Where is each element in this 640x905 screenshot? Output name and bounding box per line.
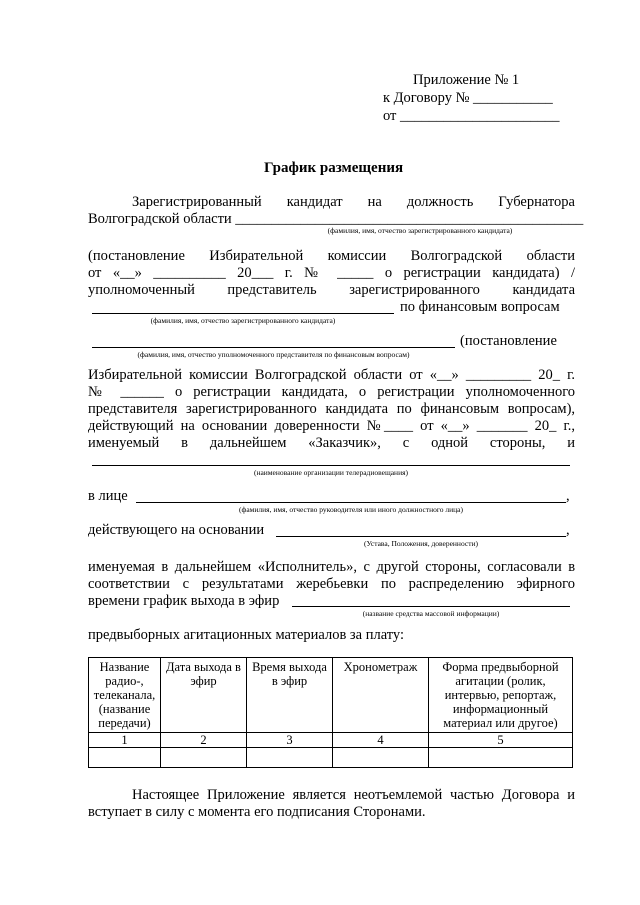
p6-line1 (88, 559, 575, 576)
word: от (88, 265, 102, 281)
word: регистрации (377, 384, 455, 400)
word: вопросам), (507, 401, 576, 417)
table-header-row (89, 658, 573, 733)
p2-line4-tail: по финансовым вопросам (400, 299, 560, 315)
word: доверенности (274, 418, 360, 434)
word: Волгоградской (410, 248, 503, 264)
word: Избирательной (88, 367, 183, 383)
word: Губернатора (498, 194, 575, 210)
word: кандидата (325, 401, 389, 417)
word: с (182, 576, 190, 592)
word: результатами (201, 576, 284, 592)
authorized-representative-line (92, 347, 455, 348)
word: комиссии (327, 248, 387, 264)
schedule-table (88, 657, 573, 768)
word: именуемый (88, 435, 160, 451)
word: на (180, 418, 195, 434)
col-number: 3 (247, 733, 333, 748)
word: Избирательной (209, 248, 304, 264)
word: другой (376, 559, 419, 575)
table-cell (333, 748, 429, 768)
p4-prefix: в лице (88, 488, 128, 504)
word: о (174, 384, 183, 400)
table-row (89, 748, 573, 768)
word: с (363, 559, 370, 575)
word: от (409, 367, 423, 383)
p3-line5 (88, 418, 575, 435)
word: уполномоченного (465, 384, 576, 400)
closing-line1 (132, 787, 575, 804)
table-cell (429, 748, 573, 768)
word: о (358, 384, 367, 400)
col-number: 1 (89, 733, 161, 748)
word: на (367, 194, 382, 210)
word: 20_ (538, 367, 560, 383)
document-title: График размещения (264, 160, 404, 176)
word: неотъемлемой (353, 787, 443, 803)
word: эфирного (516, 576, 575, 592)
word: соответствии (88, 576, 170, 592)
basis-document-line (276, 536, 566, 537)
word: ______ (120, 384, 164, 400)
word: г., (563, 418, 576, 434)
word: 20___ (237, 265, 274, 281)
word: «Заказчик», (308, 435, 381, 451)
p1-line1 (132, 194, 575, 211)
p3-caption2: (наименование организации телерадиовещания) (253, 468, 409, 477)
candidate-region-line: Волгоградской области ________________________________________________ (88, 211, 584, 227)
p4-suffix: , (566, 488, 570, 504)
word: кандидат (286, 194, 343, 210)
word: области (353, 367, 403, 383)
p1-caption: (фамилия, имя, отчество зарегистрированного кандидата) (327, 226, 513, 235)
col-number: 4 (333, 733, 429, 748)
word: в (161, 559, 169, 575)
p3-line1-tail: (постановление (460, 333, 557, 349)
word: дальнейшем (209, 435, 287, 451)
media-name-line (292, 606, 570, 607)
word: согласовали (487, 559, 562, 575)
p6-line4: предвыборных агитационных материалов за плату: (88, 627, 404, 643)
word: дальнейшем (174, 559, 252, 575)
word: и (567, 787, 576, 803)
col-header-time: Время выхода в эфир (247, 658, 333, 733)
word: 20_ (534, 418, 557, 434)
word: «Исполнитель», (257, 559, 357, 575)
p5-prefix: действующего на основании (88, 522, 265, 538)
p6-caption: (название средства массовой информации) (362, 609, 500, 618)
word: основании (201, 418, 268, 434)
p3-line3 (88, 384, 575, 401)
p2-line1 (88, 248, 575, 265)
word: с (402, 435, 410, 451)
word: № (88, 384, 110, 400)
word: __________ (153, 265, 226, 281)
p4-caption: (фамилия, имя, отчество руководителя или иного должностного лица) (238, 505, 463, 514)
word: представитель (227, 282, 317, 298)
p3-line6 (88, 435, 575, 452)
word: Настоящее (132, 787, 200, 803)
word: № (304, 265, 326, 281)
word: зарегистрированного (349, 282, 480, 298)
word: и (567, 435, 575, 451)
p3-line2 (88, 367, 575, 384)
word: частью (450, 787, 494, 803)
word: _______ (476, 418, 528, 434)
word: о (384, 265, 393, 281)
word: стороны, (489, 435, 546, 451)
col-header-form: Форма предвыборной агитации (ролик, интервью, репортаж, информационный материал или другое) (429, 658, 573, 733)
word: «__» (429, 367, 459, 383)
p3-line4 (88, 401, 575, 418)
word: кандидата, (281, 384, 348, 400)
word: по (396, 401, 412, 417)
p2-caption: (фамилия, имя, отчество зарегистрированного кандидата) (150, 316, 336, 325)
word: г. (567, 367, 576, 383)
word: Договора (501, 787, 560, 803)
word: области (526, 248, 576, 264)
word: / (570, 265, 575, 281)
word: одной (431, 435, 469, 451)
word: распределению (408, 576, 504, 592)
word: от (420, 418, 434, 434)
p5-suffix: , (566, 522, 570, 538)
word: жеребьевки (296, 576, 369, 592)
person-name-line (136, 502, 566, 503)
col-header-channel: Название радио-, телеканала, (название передачи) (89, 658, 161, 733)
word: «__» (112, 265, 142, 281)
word: должность (406, 194, 474, 210)
word: Волгоградской (254, 367, 347, 383)
p5-caption: (Устава, Положения, доверенности) (363, 539, 479, 548)
p3-caption: (фамилия, имя, отчество уполномоченного представителя по финансовым вопросам) (137, 350, 410, 359)
word: в (181, 435, 189, 451)
word: по (380, 576, 396, 592)
word: регистрации (403, 265, 481, 281)
word: уполномоченный (88, 282, 195, 298)
appendix-label: Приложение № 1 (413, 72, 520, 88)
word: г. (284, 265, 293, 281)
contract-number-line: к Договору № ___________ (383, 90, 553, 106)
table-cell (247, 748, 333, 768)
word: регистрации (193, 384, 271, 400)
word: является (292, 787, 346, 803)
word: кандидата (512, 282, 575, 298)
word: действующий (88, 418, 174, 434)
contract-date-line: от ______________________ (383, 108, 560, 124)
word: стороны, (425, 559, 481, 575)
word: комиссии (189, 367, 248, 383)
word: Зарегистрированный (132, 194, 262, 210)
word: (постановление (88, 248, 185, 264)
p2-line2 (88, 265, 575, 282)
word: «__» (440, 418, 470, 434)
representative-name-line (92, 313, 394, 314)
table-cell (161, 748, 247, 768)
word: представителя (88, 401, 178, 417)
word: зарегистрированного (186, 401, 317, 417)
p2-line3 (88, 282, 575, 299)
p6-line3: времени график выхода в эфир (88, 593, 280, 609)
closing-line2: вступает в силу с момента его подписания Сторонами. (88, 804, 426, 820)
word: финансовым (420, 401, 500, 417)
word: №____ (366, 418, 414, 434)
word: _________ (465, 367, 532, 383)
p6-line2 (88, 576, 575, 593)
col-header-date: Дата выхода в эфир (161, 658, 247, 733)
word: в (568, 559, 576, 575)
word: именуемая (88, 559, 155, 575)
word: кандидата) (492, 265, 560, 281)
word: Приложение (206, 787, 285, 803)
broadcaster-name-line (92, 465, 570, 466)
table-number-row (89, 733, 573, 748)
table-cell (89, 748, 161, 768)
col-number: 5 (429, 733, 573, 748)
col-header-duration: Хронометраж (333, 658, 429, 733)
word: _____ (337, 265, 374, 281)
col-number: 2 (161, 733, 247, 748)
